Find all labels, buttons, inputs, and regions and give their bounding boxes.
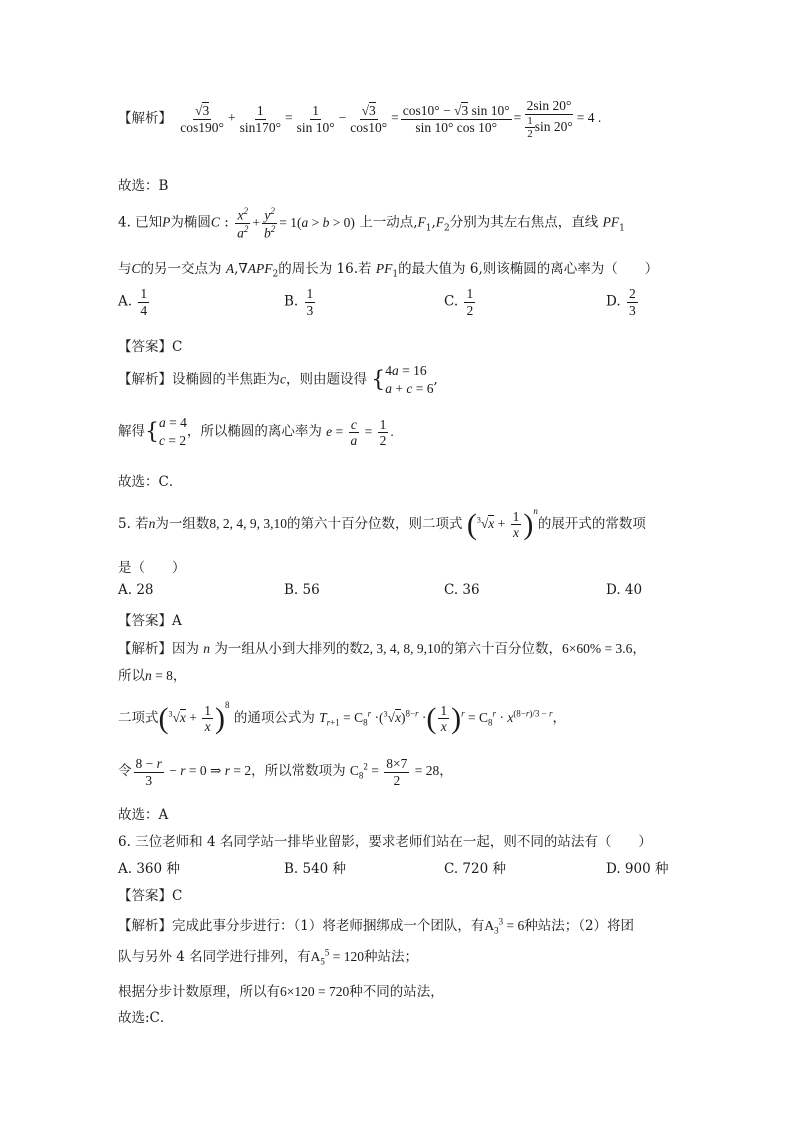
- q3-equation: $\frac{√3}{\cos 190^\circ}$ + $\frac{1}{\sin 170^\circ}$ = $\frac{1}{\sin 10^\circ}$ − $\frac{√3}{\cos 10^\circ}$ = $\frac{\cos 10^\circ - √3 \sin 10^\circ}{\sin 10^\circ \cos 10^\circ}$ = 2sin 20° $\frac{1}{2}$ sin 20° = 4 .: [180, 98, 602, 141]
- q3-solution-line: [118, 98, 601, 141]
- q4-option-c: C. $\frac{1}{2}$: [444, 286, 474, 318]
- q6-solution-line3: 根据分步计数原理，所以有6×120 = 720种不同的站法，: [118, 984, 444, 1000]
- q3-conclusion: 故选：B: [118, 178, 169, 194]
- q4-answer: 【答案】C: [118, 339, 183, 355]
- q4-solution-line2: 解得{ a = 4 c = 2 ，所以椭圆的离心率为 e = $\frac{c}{a}$ = $\frac{1}{2}$ .: [118, 415, 394, 449]
- q6-option-c: C. 720 种: [444, 861, 506, 877]
- q4-conclusion: 故选：C．: [118, 474, 183, 490]
- q6-option-b: B. 540 种: [284, 861, 347, 877]
- q5-answer: 【答案】A: [118, 613, 182, 629]
- q6-stem: 6. 三位老师和 4 名同学站一排毕业留影，要求老师们站在一起，则不同的站法有（ ）: [118, 834, 652, 850]
- q6-option-d: D. 900 种: [606, 861, 669, 877]
- q6-conclusion: 故选:C．: [118, 1010, 174, 1026]
- q5-option-d: D. 40: [606, 582, 643, 598]
- q5-option-b: B. 56: [284, 582, 320, 598]
- q4-stem-line2: 与C的另一交点为 $A,\nabla APF_2$的周长为 16.若 $PF_1$的最大值为 6,则该椭圆的离心率为（ ）: [118, 261, 659, 280]
- q6-answer: 【答案】C: [118, 888, 183, 904]
- q5-solution-line2: 所以n = 8，: [118, 668, 187, 684]
- q5-option-a: A. 28: [118, 582, 154, 598]
- q5-solution-line1: 【解析】因为 n 为一组从小到大排列的数2, 3, 4, 8, 9,10的第六十百分位数，6×60% = 3.6，: [118, 641, 646, 657]
- q6-solution-line1: 【解析】完成此事分步进行：（1）将老师捆绑成一个团队，有$A_3^3 = 6$种站法；（2）将团: [118, 916, 635, 936]
- q4-stem-line1: 4. 已知P为椭圆C : $\frac{x^2}{a^2}$ + $\frac{y^2}{b^2}$ = 1(a > b > 0) 上一动点$,F_1,F_2$分别为其左右焦点，直线 $PF_1$: [118, 206, 625, 241]
- q6-solution-line2: 队与另外 4 名同学进行排列，有$A_5^5 = 120$种站法；: [118, 947, 419, 967]
- q6-option-a: A. 360 种: [118, 861, 180, 877]
- q4-option-a: A. $\frac{1}{4}$: [118, 286, 148, 318]
- q5-stem-line2: 是（ ）: [118, 560, 186, 576]
- q4-option-d: D. $\frac{2}{3}$: [606, 286, 636, 318]
- q4-solution-line1: 【解析】设椭圆的半焦距为c，则由题设得 { 4a = 16 a + c = 6 ,: [118, 363, 438, 397]
- q4-option-b: B. $\frac{1}{3}$: [284, 286, 314, 318]
- solution-tag: 【解析】: [118, 110, 172, 127]
- q5-conclusion: 故选：A: [118, 807, 169, 823]
- q5-solution-line3: 二项式($^3$√x + $\frac{1}{x}$ )$^8$ 的通项公式为 $T_{r+1} = C_8^r \cdot(^3√x)^{8-r}$ ·( $\frac{1}{x}$ )$^r = C_8^r \cdot x^{(8-r)/3 - r}$，: [118, 700, 566, 735]
- q5-stem-line1: 5. 若n为一组数8, 2, 4, 9, 3,10的第六十百分位数，则二项式 ($^3$√x + $\frac{1}{x}$ )$^n$的展开式的常数项: [118, 506, 646, 541]
- q5-option-c: C. 36: [444, 582, 480, 598]
- q5-solution-line4: 令 $\frac{8 - r}{3}$ − r = 0 ⇒ r = 2，所以常数项为 $C_8^2$ = $\frac{8\times 7}{2}$ = 28，: [118, 756, 453, 788]
